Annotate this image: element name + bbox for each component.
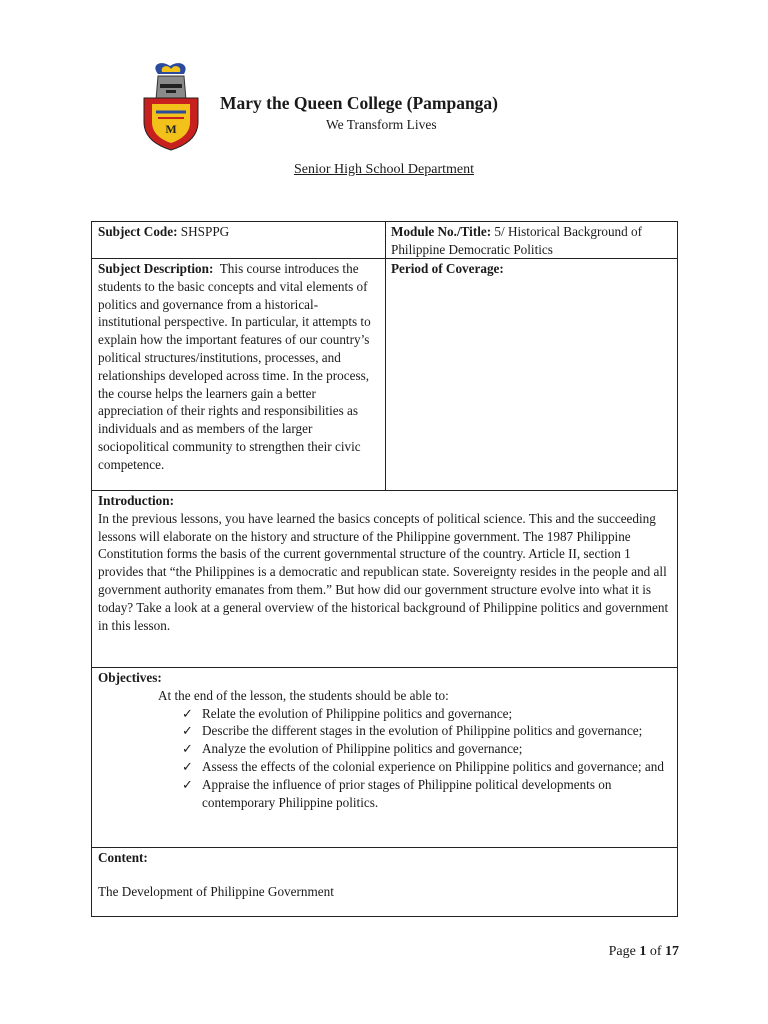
module-table	[91, 221, 678, 917]
college-logo	[140, 60, 202, 152]
subject-code-label: Subject Code:	[98, 224, 178, 239]
college-name: Mary the Queen College (Pampanga)	[220, 93, 499, 113]
module-label: Module No./Title:	[391, 224, 492, 239]
objective-item: ✓ Assess the effects of the colonial experience on Philippine politics and governance; and	[182, 758, 664, 774]
department-title: Senior High School Department	[293, 162, 475, 177]
objectives-label: Objectives:	[98, 670, 162, 685]
objectives-cell	[92, 668, 677, 811]
svg-text:M: M	[165, 122, 177, 136]
objective-item: ✓ Relate the evolution of Philippine politics and governance;	[182, 705, 513, 721]
objective-item: ✓ Appraise the influence of prior stages of Philippine political developments on contemporary Philippine politics.	[182, 776, 612, 810]
introduction-text: In the previous lessons, you have learned the basics concepts of political science. This and the succeeding lessons will elaborate on the history and structure of the Philippine government. The 1987 Philippine Constitution forms the basis of the current governmental structure of the country. Article II, section 1 provides that “the Philippines is a democratic and republican state. Sovereignty resides in the people and all government authority emanates from them.” But how did our government structure evolve into what it is today? Take a look at a general overview of the historical background of Philippine politics and government in this lesson.	[98, 510, 669, 633]
subject-code-cell	[92, 222, 385, 241]
subject-description-cell	[92, 259, 385, 474]
college-motto: We Transform Lives	[326, 117, 437, 132]
subject-code-value: SHSPPG	[180, 224, 230, 239]
content-text: The Development of Philippine Government	[98, 883, 334, 899]
checkmark-icon: ✓	[182, 741, 194, 757]
subject-description-label: Subject Description:	[98, 261, 214, 276]
objective-item: ✓ Describe the different stages in the evolution of Philippine politics and governance;	[182, 723, 643, 739]
objective-item: ✓ Analyze the evolution of Philippine politics and governance;	[182, 741, 523, 757]
module-cell	[385, 222, 677, 259]
introduction-cell	[92, 491, 677, 634]
content-label: Content:	[98, 850, 148, 865]
checkmark-icon: ✓	[182, 723, 194, 739]
subject-description-text: This course introduces the students to the basic concepts and vital elements of politics and governance from a historical-institutional perspective. In particular, it attempts to explain how the important features of our country’s political structures/institutions, processes, and relationships developed across time. In the process, the course helps the learners gain a better appreciation of their rights and responsibilities as individuals and as members of the larger sociopolitical community to strengthen their civic competence.	[98, 261, 371, 472]
period-cell	[385, 259, 677, 278]
page-current: 1	[639, 944, 647, 959]
checkmark-icon: ✓	[182, 758, 194, 774]
introduction-label: Introduction:	[98, 493, 174, 508]
page-total: 17	[665, 944, 679, 959]
content-cell	[92, 848, 677, 901]
module-value: 5/ Historical Background of Philippine Democratic Politics	[391, 224, 643, 257]
page-number: Page 1 of 17	[608, 944, 679, 959]
checkmark-icon: ✓	[182, 776, 194, 792]
checkmark-icon: ✓	[182, 705, 194, 721]
objectives-intro: At the end of the lesson, the students should be able to:	[158, 687, 449, 703]
shield-crest-icon	[140, 60, 202, 152]
period-of-coverage-label: Period of Coverage:	[391, 261, 504, 276]
objectives-list	[98, 705, 671, 812]
